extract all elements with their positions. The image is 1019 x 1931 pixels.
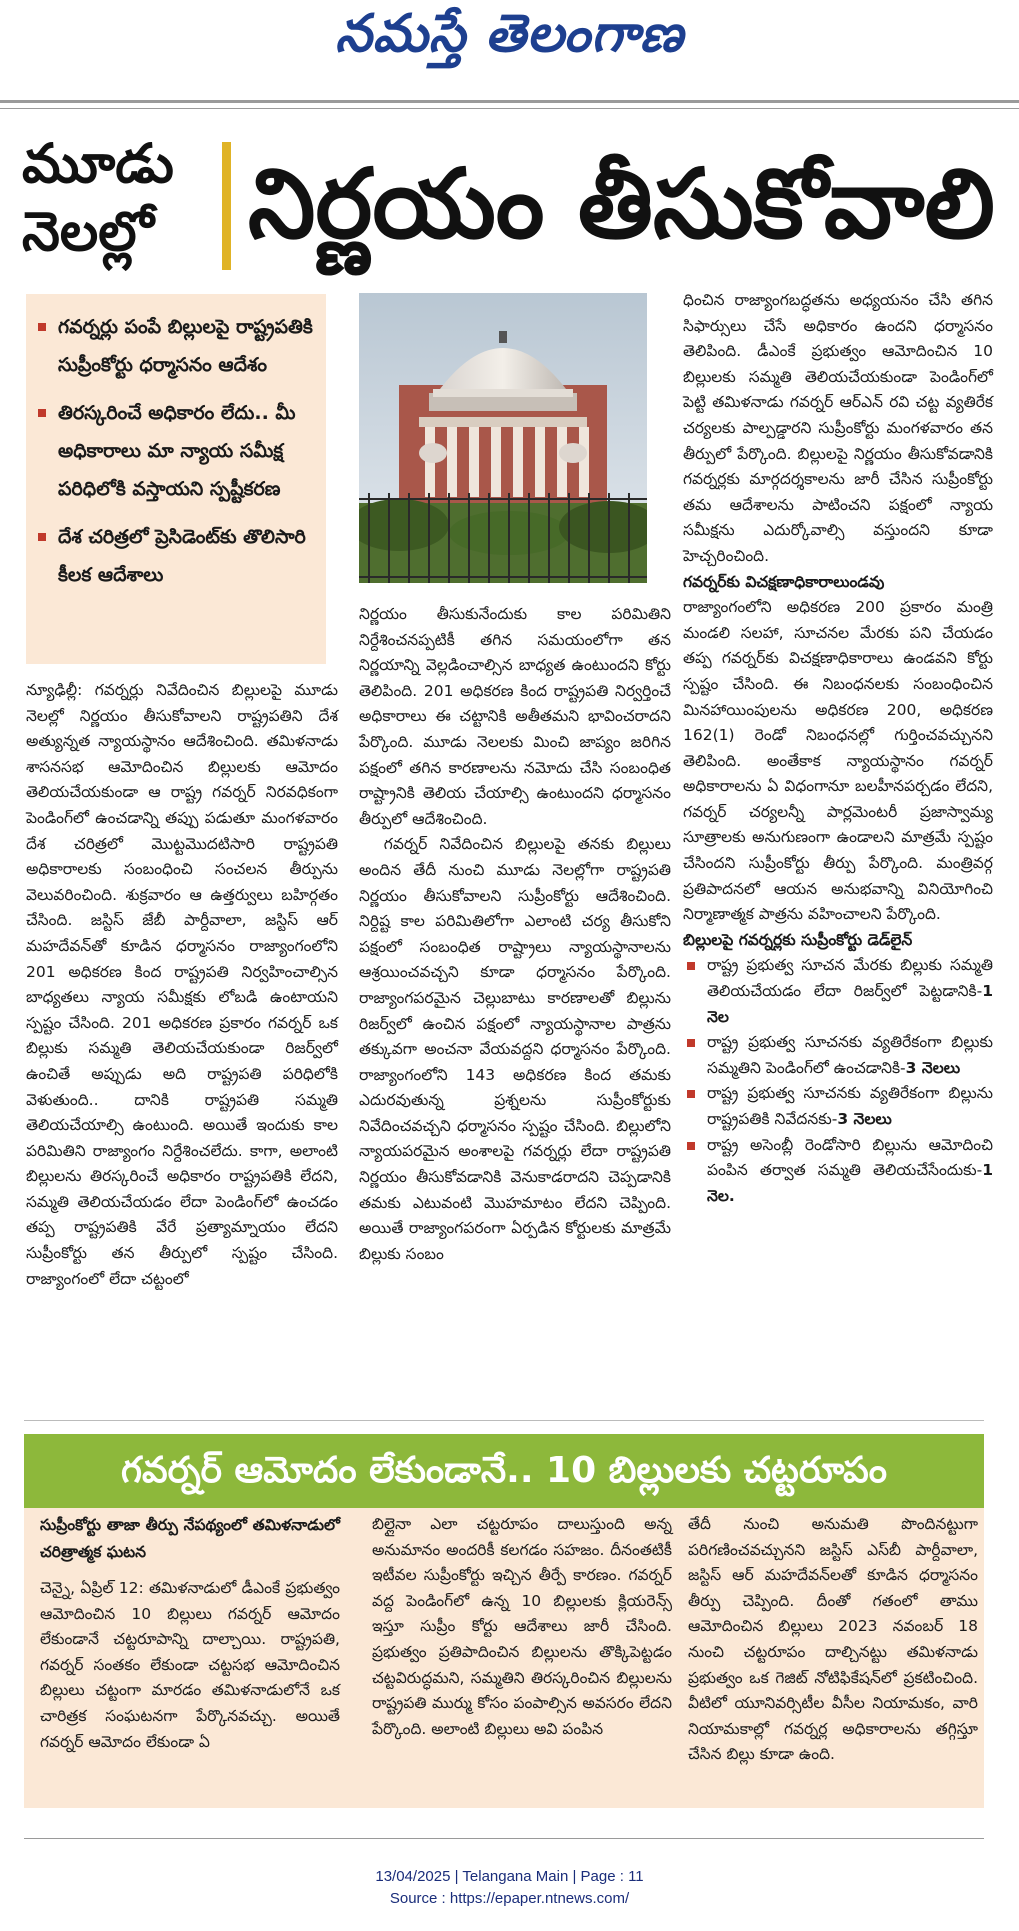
key-point [36,394,316,508]
headline-accent-bar [222,142,231,270]
second-story-column-3 [688,1512,978,1768]
deadline-text: రాష్ట్ర ప్రభుత్వ సూచనకు వ్యతిరేకంగా బిల్లుకు సమ్మతిని పెండింగ్‌లో ఉంచడానికి- [707,1033,993,1077]
article-column-1 [26,678,338,1292]
bullet-icon [687,1142,695,1150]
key-points-box [26,294,326,664]
deadline-subheading: బిల్లులపై గవర్నర్లకు సుప్రీంకోర్టు డెడ్‌లైన్ [683,930,913,949]
deadline-item [683,1030,993,1081]
masthead-rule [0,100,1019,103]
second-story-banner [24,1434,984,1508]
article-paragraph: న్యూఢిల్లీ: గవర్నర్లు నివేదించిన బిల్లులపై మూడు నెలల్లో నిర్ణయం తీసుకోవాలని రాష్ట్రపతిని దేశ అత్యున్నత న్యాయస్థానం ఆదేశించింది. తమిళనాడు శాసనసభ ఆమోదించిన బిల్లులకు ఆమోదం తెలియచేయకుండా ఆ రాష్ట్ర గవర్నర్ నిరవధికంగా పెండింగ్‌లో ఉంచడాన్ని తప్పు పడుతూ మంగళవారం దేశ చరిత్రలో మొట్టమొదటిసారి రాష్ట్రపతి అధికారాలకు సంబంధించి సంచలన తీర్పును వెలువరించింది. శుక్రవారం ఆ ఉత్తర్వులు బహిర్గతం చేసింది. జస్టిస్ జేబీ పార్దీవాలా, జస్టిస్ ఆర్ మహదేవన్‌తో కూడిన ధర్మాసనం రాజ్యాంగంలోని 201 అధికరణ కింద రాష్ట్రపతి నిర్వహించాల్సిన బాధ్యతలు న్యాయ సమీక్షకు లోబడి ఉంటాయని స్పష్టం చేసింది. 201 అధికరణ ప్రకారం గవర్నర్ ఒక బిల్లుకు సమ్మతి తెలియచేయకుండా రిజర్వ్‌లో ఉంచితే అప్పుడు అది రాష్ట్రపతి పరిధిలోకి వెళుతుంది.. దానికి రాష్ట్రపతి సమ్మతి తెలియచేయాల్సి ఉంటుంది. అయితే ఇందుకు కాల పరిమితిని రాజ్యాంగం నిర్దేశించలేదు. కాగా, అలాంటి బిల్లులను తిరస్కరించే అధికారం రాష్ట్రపతికి లేదని, సమ్మతి తెలియచేయడం లేదా పెండింగ్‌లో ఉంచడం తప్ప రాష్ట్రపతికి వేరే ప్రత్యామ్నాయం లేదని సుప్రీంకోర్టు తన తీర్పులో స్పష్టం చేసింది. రాజ్యాంగంలో లేదా చట్టంలో [26,681,338,1288]
article-column-2 [359,602,671,1267]
article-paragraph: నిర్ణయం తీసుకునేందుకు కాల పరిమితిని నిర్దేశించనప్పటికీ తగిన సమయంలోగా తన నిర్ణయాన్ని వెల్లడించాల్సిన బాధ్యత ఉంటుందని కోర్టు తెలిపింది. 201 అధికరణ కింద రాష్ట్రపతి నిర్వర్తించే అధికారాలు ఈ చట్టానికి అతీతమని భావించరాదని పేర్కొంది. మూడు నెలలకు మించి జాప్యం జరిగిన పక్షంలో తగిన కారణాలను నమోదు చేసి సంబంధిత రాష్ట్రానికి తెలియ చేయాల్సి ఉంటుందని ధర్మాసనం తీర్పులో ఆదేశించింది. [359,605,671,828]
section-divider [24,1420,984,1421]
second-story-headline: గవర్నర్ ఆమోదం లేకుండానే.. 10 బిల్లులకు చట్టరూపం [121,1450,887,1491]
second-story-subheading: సుప్రీంకోర్టు తాజా తీర్పు నేపథ్యంలో తమిళనాడులో చరిత్రాత్మక ఘటన [40,1516,340,1561]
deadline-item [683,953,993,1030]
bullet-icon [687,1039,695,1047]
article-subheading: గవర్నర్‌కు విచక్షణాధికారాలుండవు [683,572,885,591]
deadline-item [683,1081,993,1132]
headline-kicker-line2: నెలల్లో [22,200,154,263]
footer-rule [24,1838,984,1839]
page-footer [0,1866,1019,1910]
deadline-period: 3 నెలలు [905,1058,961,1077]
footer-source-link[interactable]: Source : https://epaper.ntnews.com/ [389,1890,630,1907]
headline-kicker-line1: మూడు [22,132,174,195]
bullet-icon [38,323,46,331]
key-point-text: దేశ చరిత్రలో ప్రెసిడెంట్‌కు తొలిసారి కీలక ఆదేశాలు [58,526,306,586]
article-paragraph: రాజ్యాంగంలోని అధికరణ 200 ప్రకారం మంత్రి మండలి సలహా, సూచనల మేరకు పని చేయడం తప్ప గవర్నర్‌కు విచక్షణాధికారాలు ఉండవని కోర్టు స్పష్టం చేసింది. ఈ నిబంధనలకు సంబంధించిన మినహాయింపులను అధికరణ 200, అధికరణ 162(1) రెండో నిబంధనల్లో గుర్తించవచ్చునని తెలిపింది. అంతేకాక న్యాయస్థానం గవర్నర్ అధికారాలను ఏ విధంగానూ బలహీనపర్చడం లేదని, గవర్నర్ చర్యలన్నీ పార్లమెంటరీ ప్రజాస్వామ్య సూత్రాలకు అనుగుణంగా ఉండాలని మాత్రమే స్పష్టం చేసిందని సుప్రీంకోర్టు తీర్పు పేర్కొంది. మంత్రివర్గ ప్రతిపాదనలో ఆయన అనుభవాన్ని వినియోగించి నిర్మాణాత్మక పాత్రను వహించాలని పేర్కొంది. [683,598,993,924]
deadline-text: రాష్ట్ర ప్రభుత్వ సూచన మేరకు బిల్లుకు సమ్మతి తెలియచేయడం లేదా రిజర్వ్‌లో పెట్టడానికి- [707,956,993,1001]
headline-main: నిర్ణయం తీసుకోవాలి [248,148,995,260]
deadline-period: 3 నెలలు [837,1110,892,1128]
deadline-period: 1 నెల [707,982,993,1026]
bullet-icon [38,409,46,417]
masthead-rule-thin [0,108,1019,109]
masthead [0,0,1019,100]
article-paragraph: ధించిన రాజ్యాంగబద్ధతను అధ్యయనం చేసి తగిన సిఫార్సులు చేసే అధికారం ఉందని ధర్మాసనం తెలిపింది. డీఎంకే ప్రభుత్వం ఆమోదించిన 10 బిల్లులకు సమ్మతి తెలియచేయకుండా పెండింగ్‌లో పెట్టి తమిళనాడు గవర్నర్ ఆర్ఎన్ రవి చట్ట వ్యతిరేక చర్యలకు పాల్పడ్డారని సుప్రీంకోర్టు మంగళవారం తన తీర్పులో పేర్కొంది. బిల్లులపై నిర్ణయం తీసుకోవడానికి గవర్నర్లకు మార్గదర్శకాలను జారీ చేసిన సుప్రీంకోర్టు తమ ఆదేశాలను పాటించని పక్షంలో న్యాయ సమీక్షను ఎదుర్కోవాల్సి వస్తుందని కూడా హెచ్చరించింది. [683,291,993,565]
second-story-column-2 [372,1512,672,1742]
bullet-icon [38,533,46,541]
deadline-text: రాష్ట్ర అసెంబ్లీ రెండోసారి బిల్లును ఆమోదించి పంపిన తర్వాత సమ్మతి తెలియచేసేందుకు- [707,1135,993,1180]
masthead-logo: నమస్తే తెలంగాణ [335,4,684,64]
key-point [36,308,316,384]
article-paragraph: బిల్లైనా ఎలా చట్టరూపం దాలుస్తుంది అన్న అనుమానం అందరికీ కలగడం సహజం. దీనంతటికీ ఇటీవల సుప్రీంకోర్టు ఇచ్చిన తీర్పే కారణం. గవర్నర్ వద్ద పెండింగ్‌లో ఉన్న 10 బిల్లులకు క్లియరెన్స్ ఇస్తూ సుప్రీం కోర్టు ఆదేశాలు జారీ చేసింది. ప్రభుత్వం ప్రతిపాదించిన బిల్లులను తొక్కిపెట్టడం చట్టవిరుద్ధమని, సమ్మతిని తిరస్కరించిన బిల్లులను రాష్ట్రపతి ముర్ము కోసం పంపాల్సిన అవసరం లేదని పేర్కొంది. అలాంటి బిల్లులు అవి పంపిన [372,1515,672,1738]
bullet-icon [687,1090,695,1098]
article-paragraph: తేదీ నుంచి అనుమతి పొందినట్టుగా పరిగణించవచ్చునని జస్టిస్ ఎస్‌బీ పార్దీవాలా, జస్టిస్ ఆర్ మహదేవన్‌లతో కూడిన ధర్మాసనం తీర్పు చెప్పింది. దీంతో గతంలో తాము ఆమోదించిన బిల్లులు 2023 నవంబర్ 18 నుంచి చట్టరూపం దాల్చినట్టు తమిళనాడు ప్రభుత్వం ఒక గెజిట్ నోటిఫికేషన్‌లో ప్రకటించింది. వీటిలో యూనివర్సిటీల వీసీల నియామకం, వారి నియామకాల్లో గవర్నర్ల అధికారాలను తగ్గిస్తూ చేసిన బిల్లు కూడా ఉంది. [688,1515,978,1764]
deadline-text: రాష్ట్ర ప్రభుత్వ సూచనకు వ్యతిరేకంగా బిల్లును రాష్ట్రపతికి నివేదనకు- [707,1084,993,1128]
second-story-column-1 [40,1512,340,1755]
bullet-icon [687,962,695,970]
key-point-text: గవర్నర్లు పంపే బిల్లులపై రాష్ట్రపతికి సుప్రీంకోర్టు ధర్మాసనం ఆదేశం [58,316,313,376]
headline [22,130,997,280]
article-paragraph: చెన్నై, ఏప్రిల్ 12: తమిళనాడులో డీఎంకే ప్రభుత్వం ఆమోదించిన 10 బిల్లులు గవర్నర్ ఆమోదం లేకుండానే చట్టరూపాన్ని దాల్చాయి. రాష్ట్రపతి, గవర్నర్ సంతకం లేకుండా చట్టసభ ఆమోదించిన బిల్లులు చట్టంగా మారడం తమిళనాడులోనే ఒక చారిత్రక సంఘటనగా పేర్కొనవచ్చు. అయితే గవర్నర్ ఆమోదం లేకుండా ఏ [40,1579,340,1751]
supreme-court-building-image [359,293,647,583]
footer-edition-info: 13/04/2025 | Telangana Main | Page : 11 [375,1868,644,1885]
key-point [36,518,316,594]
article-paragraph: గవర్నర్ నివేదించిన బిల్లులపై తనకు బిల్లులు అందిన తేదీ నుంచి మూడు నెలల్లోగా రాష్ట్రపతి నిర్ణయం తీసుకోవాలని సుప్రీంకోర్టు ఆదేశించింది. నిర్దిష్ట కాల పరిమితిలోగా ఎలాంటి చర్య తీసుకోని పక్షంలో సంబంధిత రాష్ట్రాలు న్యాయస్థానాలను ఆశ్రయించవచ్చని కూడా ధర్మాసనం పేర్కొంది. రాజ్యాంగపరమైన చెల్లుబాటు కారణాలతో బిల్లును రిజర్వ్‌లో ఉంచిన పక్షంలో న్యాయస్థానాల పాత్రను తక్కువగా అంచనా వేయవద్దని ధర్మాసనం పేర్కొంది. రాజ్యాంగంలోని 143 అధికరణ కింద తమకు ఎదురవుతున్న ప్రశ్నలను సుప్రీంకోర్టుకు నివేదించవచ్చని ధర్మాసనం స్పష్టం చేసింది. బిల్లులోని న్యాయపరమైన అంశాలపై గవర్నర్లు లేదా రాష్ట్రపతి నిర్ణయం తీసుకోవడానికి వెనుకాడరాదని చెప్పడానికి తమకు ఎటువంటి మొహమాటం లేదని చెప్పింది. అయితే రాజ్యాంగపరంగా ఏర్పడిన కోర్టులకు మాత్రమే బిల్లుకు సంబం [359,835,671,1263]
deadline-item [683,1133,993,1210]
headline-kicker [22,130,212,266]
article-column-3 [683,288,993,1209]
supreme-court-photo [359,293,647,583]
key-point-text: తిరస్కరించే అధికారం లేదు.. మీ అధికారాలు మా న్యాయ సమీక్ష పరిధిలోకి వస్తాయని స్పష్టీకరణ [58,402,296,500]
deadline-period: 1 నెల. [707,1161,993,1205]
